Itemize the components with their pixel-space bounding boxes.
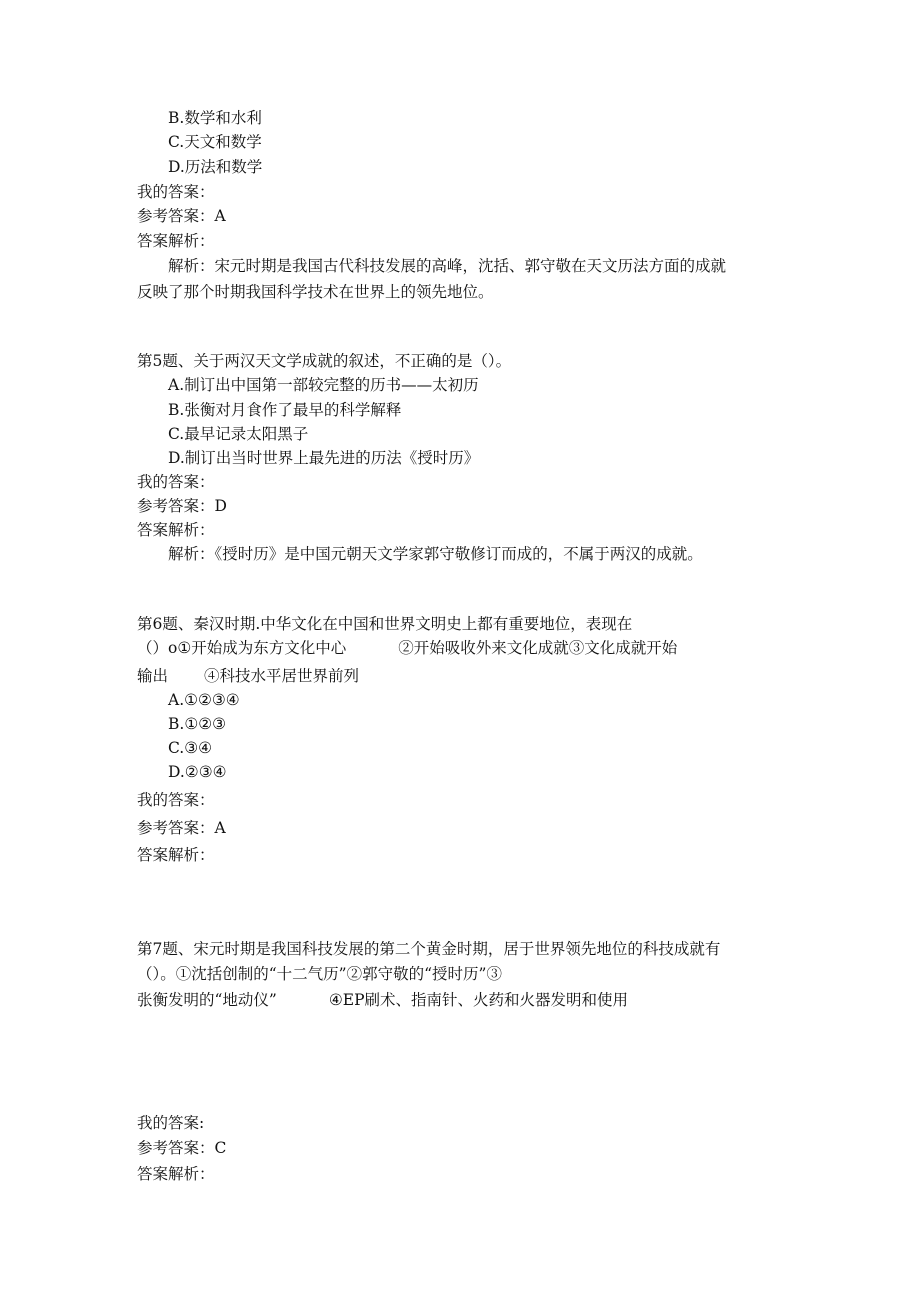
- q5-option-a: A.制订出中国第一部较完整的历书——太初历: [168, 376, 479, 394]
- q7-question-line2: （）。①沈括创制的“十二气历”②郭守敬的“授时历”③: [137, 965, 502, 983]
- q4-option-d: D.历法和数学: [168, 158, 263, 176]
- q7-question-line3-part1: 张衡发明的“地动仪”: [137, 991, 277, 1009]
- q4-analysis-line2: 反映了那个时期我国科学技术在世界上的领先地位。: [137, 283, 494, 301]
- q6-option-b: B.①②③: [168, 715, 227, 733]
- q5-analysis-line1: 解析：《授时历》是中国元朝天文学家郭守敬修订而成的，不属于两汉的成就。: [168, 545, 703, 563]
- q6-question-line2-part1: （）o①开始成为东方文化中心: [137, 639, 347, 657]
- q6-question-line3-part2: ④科技水平居世界前列: [204, 667, 360, 685]
- q4-reference-answer: 参考答案：A: [137, 207, 226, 225]
- q4-my-answer: 我的答案：: [137, 183, 215, 201]
- q4-option-c: C.天文和数学: [168, 133, 262, 151]
- q5-option-d: D.制订出当时世界上最先进的历法《授时历》: [168, 449, 480, 467]
- q7-question-line3-part2: ④EP刷术、指南针、火药和火器发明和使用: [328, 991, 629, 1009]
- q6-question-line3-part1: 输出: [137, 667, 169, 685]
- q4-analysis-label: 答案解析：: [137, 232, 215, 250]
- q6-reference-answer: 参考答案：A: [137, 819, 226, 837]
- q4-option-b: B.数学和水利: [168, 109, 262, 127]
- q5-my-answer: 我的答案：: [137, 473, 215, 491]
- q6-question-line3: [137, 664, 359, 688]
- q7-question-line1: 第7题、宋元时期是我国科技发展的第二个黄金时期，居于世界领先地位的科技成就有: [137, 940, 721, 958]
- q7-analysis-label: 答案解析：: [137, 1165, 215, 1183]
- q7-reference-answer: 参考答案：C: [137, 1139, 227, 1157]
- q6-option-a: A.①②③④: [168, 691, 240, 709]
- q6-option-c: C.③④: [168, 739, 213, 757]
- q7-question-line3: [137, 988, 628, 1012]
- q5-question: 第5题、关于两汉天文学成就的叙述，不正确的是（）。: [137, 352, 512, 370]
- q5-reference-answer: 参考答案：D: [137, 497, 227, 515]
- q6-question-line2: [137, 636, 677, 660]
- q5-option-b: B.张衡对月食作了最早的科学解释: [168, 401, 402, 419]
- q6-option-d: D.②③④: [168, 763, 227, 781]
- q7-my-answer: 我的答案:: [137, 1114, 205, 1132]
- q6-analysis-label: 答案解析：: [137, 846, 215, 864]
- q6-my-answer: 我的答案：: [137, 791, 215, 809]
- q5-option-c: C.最早记录太阳黑子: [168, 425, 309, 443]
- q4-analysis-line1: 解析：宋元时期是我国古代科技发展的高峰，沈括、郭守敬在天文历法方面的成就: [168, 257, 727, 275]
- q6-question-line2-part2: ②开始吸收外来文化成就③文化成就开始: [398, 639, 678, 657]
- q5-analysis-label: 答案解析：: [137, 521, 215, 539]
- q6-question-line1: 第6题、秦汉时期.中华文化在中国和世界文明史上都有重要地位，表现在: [137, 615, 633, 633]
